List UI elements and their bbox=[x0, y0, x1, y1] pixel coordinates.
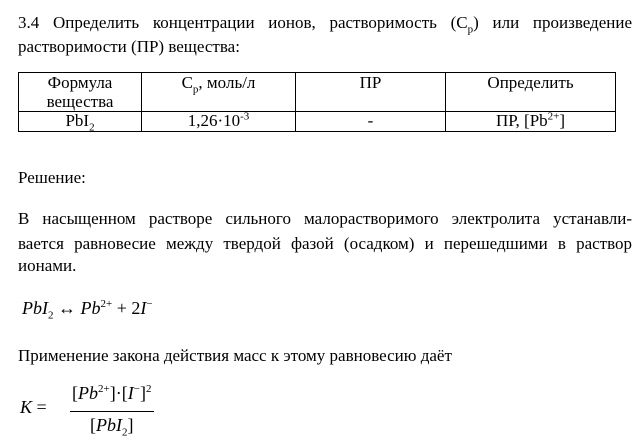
fraction-bar bbox=[70, 411, 154, 412]
eq1-arrow: ↔ bbox=[58, 298, 76, 318]
solution-label: Решение: bbox=[18, 168, 86, 187]
eq1-rhs1: Pb bbox=[80, 298, 101, 318]
equation-dissociation bbox=[22, 298, 153, 322]
eq1-rhs2: I bbox=[140, 298, 147, 318]
cell-determine-sup: 2+ bbox=[547, 110, 560, 123]
header-cp-rest: , моль/л bbox=[198, 73, 256, 92]
eq2-num-dot: · bbox=[115, 383, 122, 403]
cell-determine bbox=[446, 112, 616, 132]
paragraph-line-2: вается равновесие между твердой фазой (осадком) и перешедшими в раствор bbox=[18, 234, 632, 253]
eq2-den-sub: 2 bbox=[122, 426, 128, 439]
task-line-2: растворимости (ПР) вещества: bbox=[18, 37, 240, 56]
eq2-num-open2: [ bbox=[121, 383, 128, 403]
eq1-lhs-sub: 2 bbox=[48, 309, 54, 322]
cell-cp-sup: -3 bbox=[240, 110, 250, 123]
eq2-num-close2: ] bbox=[139, 383, 146, 403]
eq2-num-open1: [ bbox=[72, 383, 78, 403]
header-formula-line1: Формула bbox=[47, 73, 113, 92]
eq1-plus: + bbox=[116, 298, 127, 318]
eq2-den-close: ] bbox=[127, 415, 134, 435]
data-table bbox=[18, 72, 616, 132]
equation-k-lhs bbox=[20, 397, 47, 417]
cell-determine-end: ] bbox=[559, 111, 566, 130]
eq1-rhs1-sup: 2+ bbox=[100, 298, 113, 310]
equation-k-numerator bbox=[72, 383, 151, 403]
cell-formula-sub: 2 bbox=[89, 121, 95, 134]
eq1-lhs: PbI bbox=[22, 298, 48, 318]
eq2-lhs: K bbox=[20, 397, 33, 417]
header-determine: Определить bbox=[446, 73, 616, 112]
cell-determine-main: ПР, [Pb bbox=[495, 111, 548, 130]
eq2-num-close1: ] bbox=[109, 383, 116, 403]
task-line-1-b: ) или произведение bbox=[473, 13, 632, 32]
eq1-coef: 2 bbox=[131, 298, 141, 318]
task-line-1 bbox=[18, 13, 632, 36]
task-line-1-sub: р bbox=[467, 23, 474, 36]
eq2-num-pb-sup: 2+ bbox=[98, 383, 110, 395]
header-formula bbox=[19, 73, 142, 112]
eq2-den-pbi: PbI bbox=[96, 415, 122, 435]
law-text: Применение закона действия масс к этому равновесию даёт bbox=[18, 346, 452, 365]
cell-formula-main: PbI bbox=[65, 111, 90, 130]
cell-formula bbox=[19, 112, 142, 132]
equation-k-denominator bbox=[90, 415, 134, 439]
cell-pr: - bbox=[296, 112, 446, 132]
header-cp-main: С bbox=[181, 73, 193, 92]
eq2-den-open: [ bbox=[90, 415, 96, 435]
header-cp bbox=[142, 73, 296, 112]
table-row bbox=[19, 112, 616, 132]
eq2-num-pb: Pb bbox=[78, 383, 98, 403]
header-pr: ПР bbox=[296, 73, 446, 112]
eq2-num-i-sup: − bbox=[133, 383, 140, 395]
header-formula-line2: вещества bbox=[46, 92, 114, 111]
cell-cp-main: 1,26·10 bbox=[187, 111, 241, 130]
table-header-row bbox=[19, 73, 616, 112]
eq1-rhs2-sup: − bbox=[146, 298, 153, 310]
eq2-eq: = bbox=[36, 397, 47, 417]
paragraph-line-3: ионами. bbox=[18, 256, 77, 275]
eq2-num-pow: 2 bbox=[145, 383, 152, 395]
paragraph-line-1: В насыщенном растворе сильного малорастворимого электролита устанавли- bbox=[18, 209, 632, 228]
header-cp-sub: р bbox=[192, 83, 199, 96]
task-line-1-a: 3.4 Определить концентрации ионов, растворимость (С bbox=[18, 13, 468, 32]
eq2-num-i: I bbox=[127, 383, 134, 403]
cell-cp bbox=[142, 112, 296, 132]
